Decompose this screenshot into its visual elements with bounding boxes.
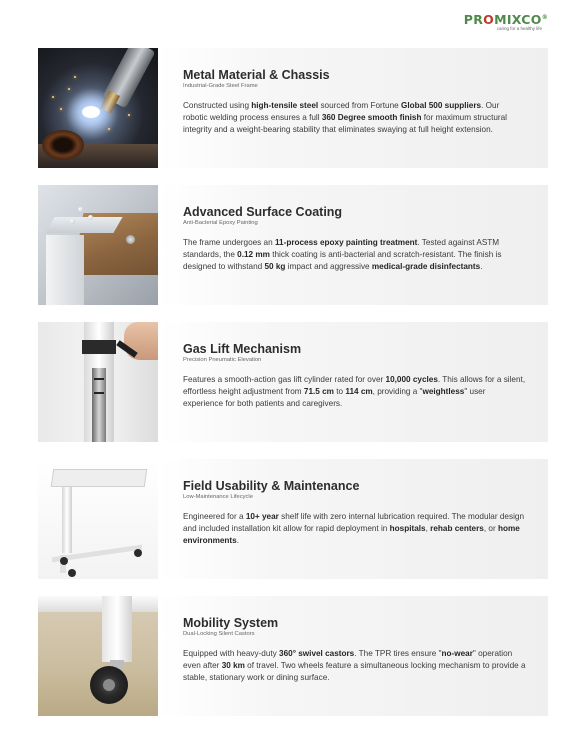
table-photo <box>38 459 158 579</box>
body-text: shelf life with zero internal lubrication required. The modular design and included installation kit allow for rapid deployment in <box>183 512 524 534</box>
brand-tagline: caring for a healthy life <box>496 26 542 32</box>
body-text: . The TPR tires ensure " <box>354 649 442 658</box>
highlight-text: home environments <box>183 524 520 546</box>
feature-card-mobility <box>38 596 548 716</box>
feature-card-body <box>158 322 548 442</box>
feature-card-body <box>158 596 548 716</box>
feature-subtitle: Dual-Locking Silent Castors <box>183 631 255 637</box>
highlight-text: 30 km <box>221 661 245 671</box>
brand-name-part: PR <box>463 12 484 28</box>
highlight-text: no-wear <box>441 649 473 658</box>
feature-title: Mobility System <box>183 616 279 630</box>
feature-subtitle: Precision Pneumatic Elevation <box>183 357 262 363</box>
feature-subtitle: Low-Maintenance Lifecycle <box>183 494 253 500</box>
body-text: . Our robotic welding process ensures a full <box>183 101 500 123</box>
feature-card-usability <box>38 459 548 579</box>
highlight-text: 0.12 mm <box>237 250 270 260</box>
body-text: Features a smooth-action gas lift cylinder rated for over <box>183 375 386 384</box>
body-text: . <box>236 536 239 546</box>
feature-card-metal-chassis <box>38 48 548 168</box>
feature-card-surface-coating <box>38 185 548 305</box>
feature-subtitle: Industrial-Grade Steel Frame <box>183 83 258 89</box>
feature-card-gas-lift <box>38 322 548 442</box>
highlight-text: medical-grade disinfectants <box>371 262 481 272</box>
body-text: , or <box>483 524 498 534</box>
feature-subtitle: Anti-Bacterial Epoxy Painting <box>183 220 258 226</box>
highlight-text: 11-process epoxy painting treatment <box>274 238 418 247</box>
body-text: of travel. Two wheels feature a simultaneous locking mechanism to provide a stable, stationary work or dining surface. <box>183 661 526 683</box>
body-text: to <box>333 387 346 397</box>
highlight-text: 10+ year <box>245 512 279 521</box>
highlight-text: hospitals <box>389 524 426 534</box>
gas-lift-photo <box>38 322 158 442</box>
highlight-text: weightless <box>422 387 465 397</box>
brand-wordmark <box>464 11 548 27</box>
brand-logo <box>464 11 548 31</box>
feature-card-body <box>158 48 548 168</box>
feature-title: Gas Lift Mechanism <box>183 342 302 356</box>
body-text: The frame undergoes an <box>183 238 275 247</box>
feature-description <box>183 100 526 137</box>
feature-description <box>183 374 526 411</box>
body-text: Equipped with heavy-duty <box>183 649 280 658</box>
highlight-text: 360° swivel castors <box>279 649 355 658</box>
highlight-text: rehab centers <box>430 524 484 534</box>
body-text: Constructed using <box>183 101 252 110</box>
body-text: Engineered for a <box>183 512 246 521</box>
feature-card-body <box>158 185 548 305</box>
feature-description <box>183 237 526 274</box>
highlight-text: 71.5 cm <box>303 387 334 397</box>
highlight-text: 50 kg <box>264 262 286 272</box>
feature-title: Advanced Surface Coating <box>183 205 343 219</box>
body-text: impact and aggressive <box>285 262 372 272</box>
castor-photo <box>38 596 158 716</box>
highlight-text: 114 cm <box>345 387 373 397</box>
feature-description <box>183 648 526 685</box>
highlight-text: 10,000 cycles <box>385 375 438 384</box>
body-text: sourced from Fortune <box>318 101 401 110</box>
highlight-text: Global 500 suppliers <box>401 101 482 110</box>
registered-mark: ® <box>541 14 548 21</box>
highlight-text: high-tensile steel <box>251 101 319 110</box>
highlight-text: 360 Degree smooth finish <box>321 113 422 123</box>
body-text: , providing a " <box>372 387 423 397</box>
body-text: for maximum structural integrity and a weight-bearing stability that eliminates swaying at full height extension. <box>183 113 507 135</box>
body-text: . This allows for a silent, effortless height adjustment from <box>183 375 526 397</box>
body-text: . <box>480 262 483 272</box>
body-text: " user experience for both patients and caregivers. <box>183 387 486 409</box>
feature-title: Metal Material & Chassis <box>183 68 330 82</box>
welding-photo <box>38 48 158 168</box>
brand-name-part: MIXCO <box>494 12 542 28</box>
body-text: thick coating is anti-bacterial and scratch-resistant. The finish is designed to withstand <box>183 250 502 272</box>
body-text: " operation even after <box>183 649 513 671</box>
coating-photo <box>38 185 158 305</box>
body-text: , <box>425 524 431 534</box>
feature-description <box>183 511 526 548</box>
body-text: . Tested against ASTM standards, the <box>183 238 500 260</box>
feature-title: Field Usability & Maintenance <box>183 479 360 493</box>
feature-card-body <box>158 459 548 579</box>
heart-icon: O <box>483 12 495 28</box>
